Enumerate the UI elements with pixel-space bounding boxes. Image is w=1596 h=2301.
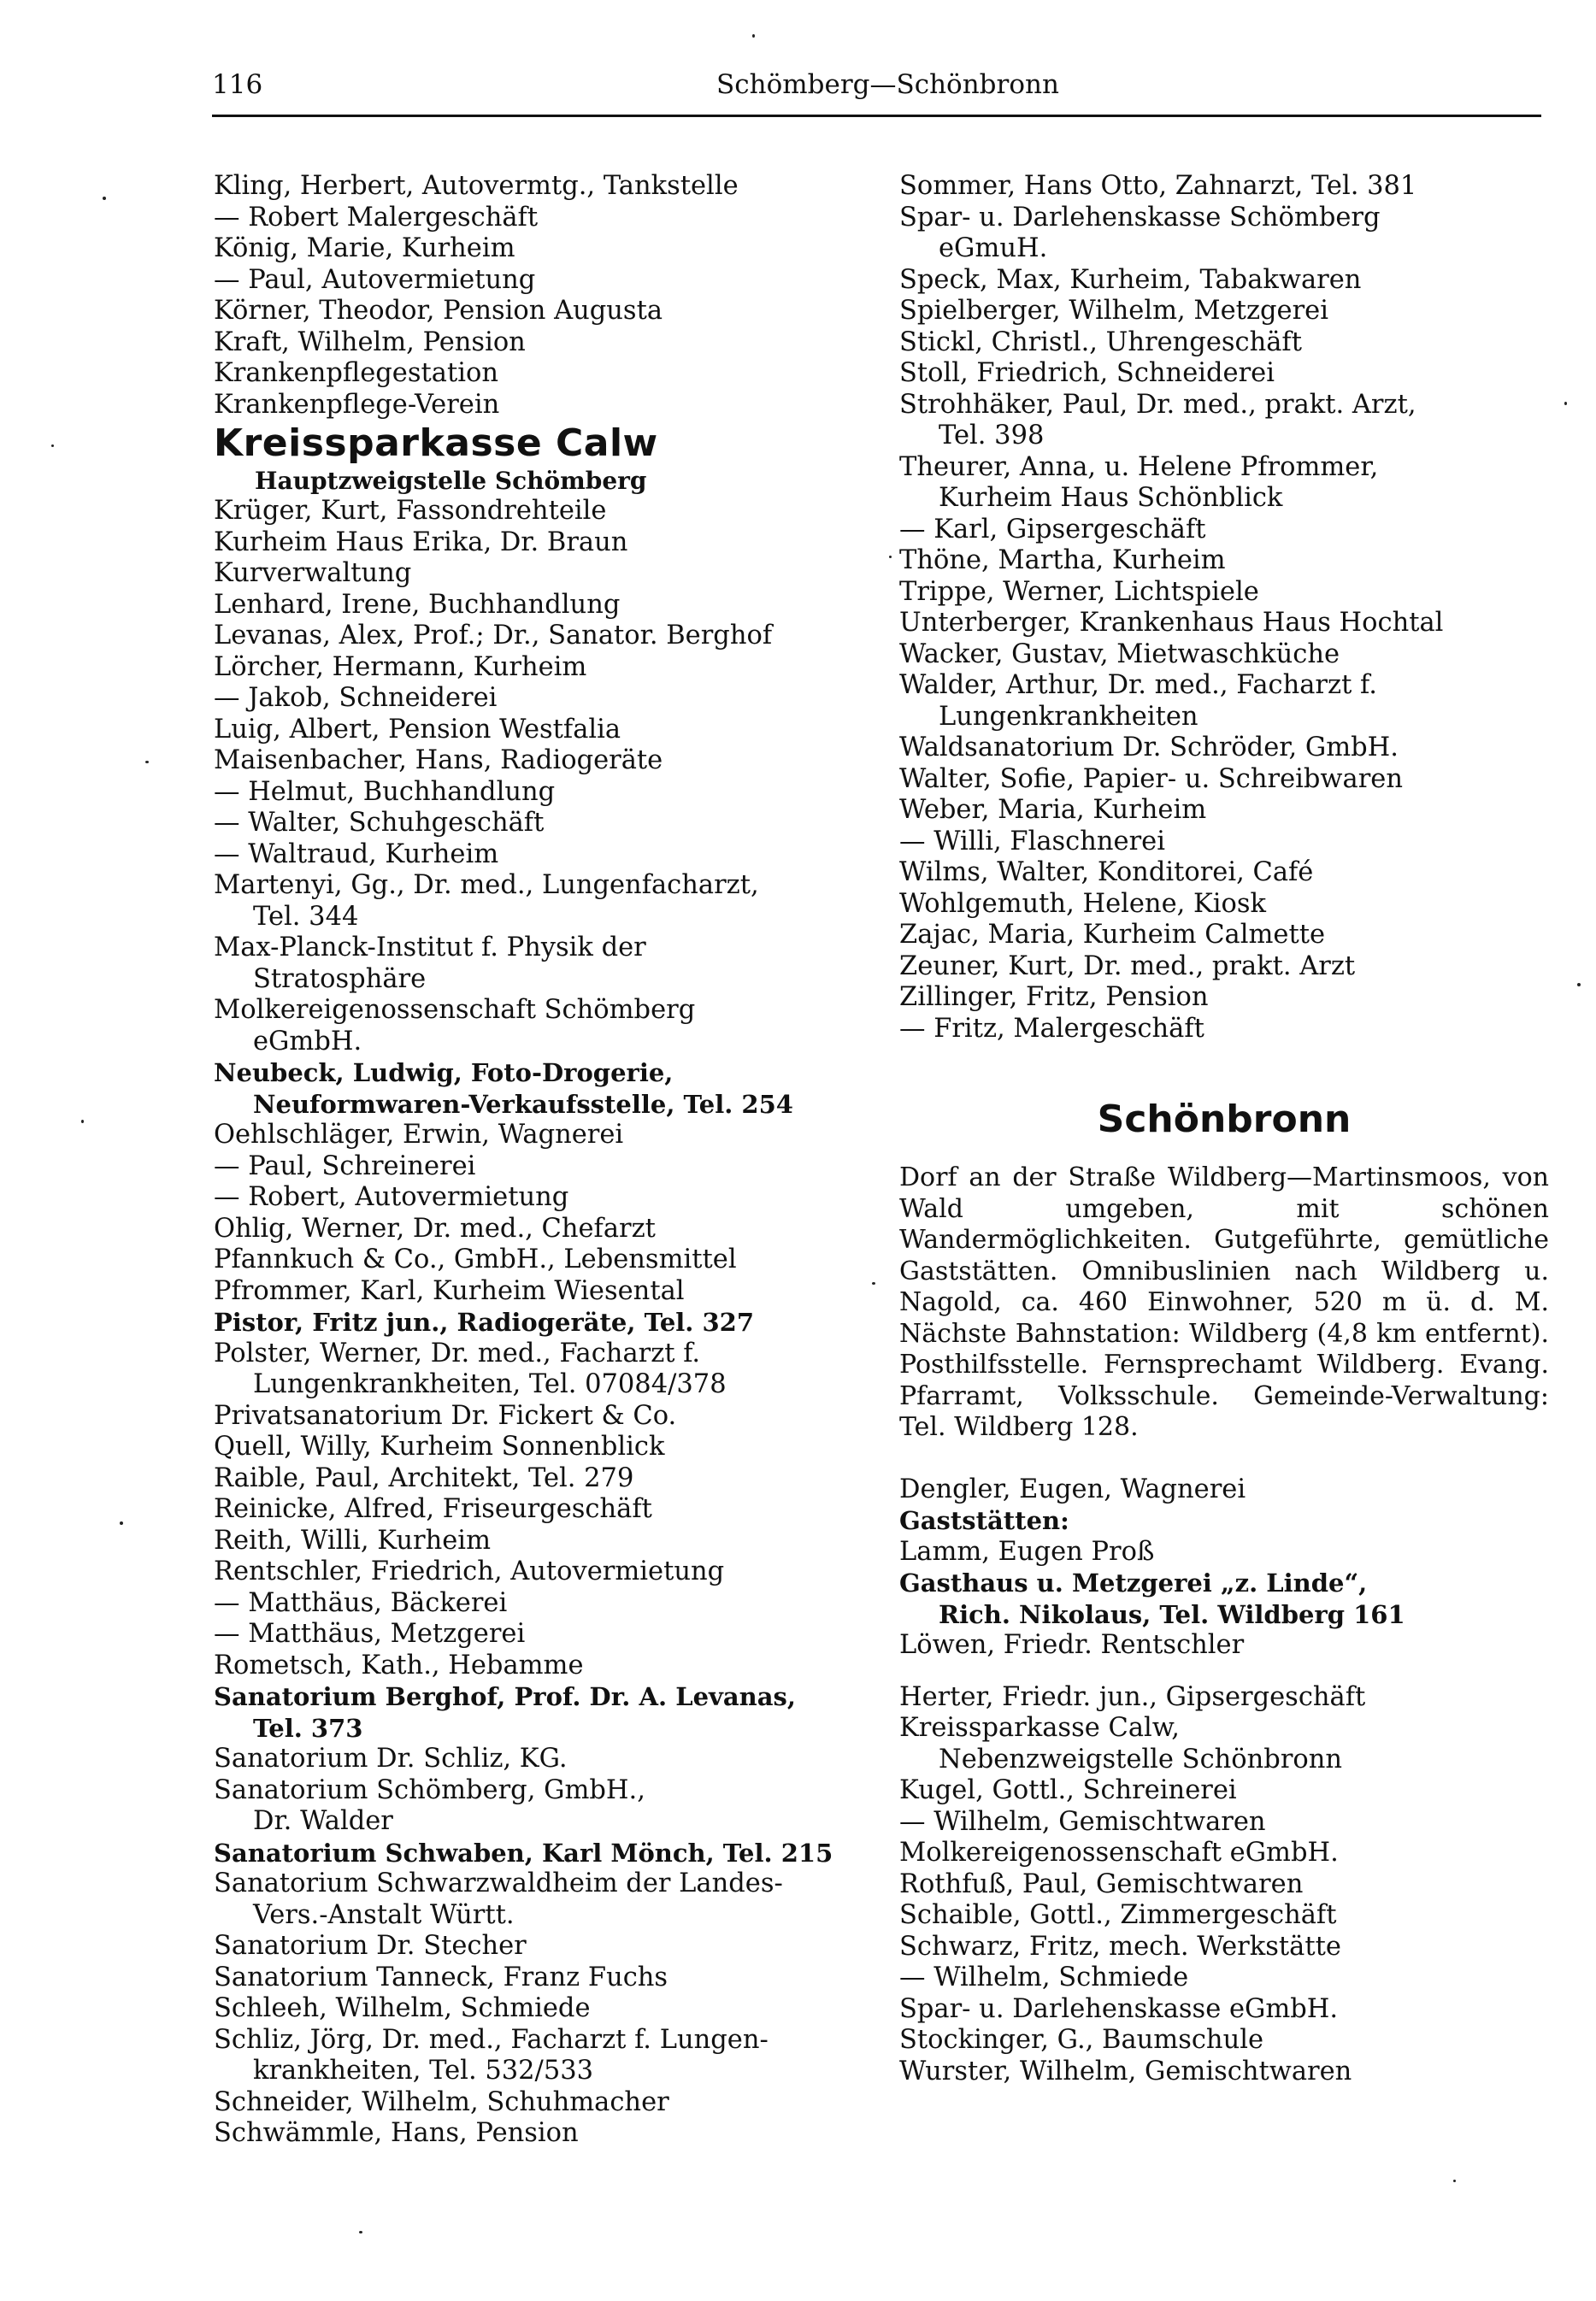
entry-continuation: Lungenkrankheiten — [939, 701, 1198, 732]
list-item: Spar- u. Darlehenskasse eGmbH. — [899, 1993, 1339, 2024]
spacer — [899, 1444, 1549, 1474]
list-item: Trippe, Werner, Lichtspiele — [899, 576, 1259, 607]
list-item: Maisenbacher, Hans, Radiogeräte — [214, 745, 663, 775]
list-item: Wohlgemuth, Helene, Kiosk — [899, 888, 1267, 919]
list-item: Stoll, Friedrich, Schneiderei — [899, 358, 1275, 388]
list-item: — Paul, Autovermietung — [214, 264, 536, 295]
list-item: Walter, Sofie, Papier- u. Schreibwaren — [899, 763, 1403, 794]
list-item: Kling, Herbert, Autovermtg., Tankstelle — [214, 171, 739, 201]
entry-line: Polster, Werner, Dr. med., Facharzt f. — [214, 1338, 701, 1368]
list-item: Rometsch, Kath., Hebamme — [214, 1650, 584, 1680]
list-item: Luig, Albert, Pension Westfalia — [214, 714, 621, 744]
list-item: Pfrommer, Karl, Kurheim Wiesental — [214, 1275, 685, 1306]
list-item: Kraft, Wilhelm, Pension — [214, 327, 526, 357]
scan-speck — [1577, 983, 1581, 986]
list-item: Pfannkuch & Co., GmbH., Lebensmittel — [214, 1245, 737, 1274]
entry-continuation: Lungenkrankheiten, Tel. 07084/378 — [253, 1369, 727, 1399]
list-item: — Helmut, Buchhandlung — [214, 776, 556, 807]
list-item: — Matthäus, Bäckerei — [214, 1587, 508, 1618]
list-item: Stickl, Christl., Uhrengeschäft — [899, 327, 1302, 357]
list-item: Krankenpflegestation — [214, 358, 498, 388]
entry-continuation: Tel. 373 — [253, 1713, 363, 1743]
scan-speck — [872, 1282, 875, 1285]
list-item: Sanatorium Tanneck, Franz Fuchs — [214, 1962, 668, 1992]
scan-speck — [51, 444, 54, 447]
section-heading: Kreissparkasse Calw — [214, 421, 658, 465]
list-item: Schwämmle, Hans, Pension — [214, 2118, 579, 2148]
list-item: Reinicke, Alfred, Friseurgeschäft — [214, 1494, 652, 1524]
entry-list — [214, 171, 889, 421]
list-item: Zajac, Maria, Kurheim Calmette — [899, 920, 1326, 950]
entry-line: Neubeck, Ludwig, Foto-Drogerie, — [214, 1058, 674, 1087]
entry-continuation: Neuformwaren-Verkaufsstelle, Tel. 254 — [253, 1089, 793, 1119]
entry-line: Spar- u. Darlehenskasse Schömberg — [899, 202, 1381, 232]
list-item: Schaible, Gottl., Zimmergeschäft — [899, 1900, 1337, 1930]
list-item: Pistor, Fritz jun., Radiogeräte, Tel. 327 — [214, 1308, 755, 1337]
list-item: Sanatorium Schwaben, Karl Mönch, Tel. 215 — [214, 1838, 833, 1868]
list-item: Schwarz, Fritz, mech. Werkstätte — [899, 1931, 1341, 1962]
scan-speck — [103, 197, 106, 200]
list-item: — Waltraud, Kurheim — [214, 839, 499, 869]
header-rule — [212, 115, 1541, 117]
list-item: Löwen, Friedr. Rentschler — [899, 1630, 1245, 1660]
list-item — [214, 995, 889, 1057]
entry-continuation: eGmuH. — [939, 233, 1048, 263]
entry-line: Strohhäker, Paul, Dr. med., prakt. Arzt, — [899, 389, 1416, 420]
list-item — [899, 1713, 1549, 1775]
entry-line: Sanatorium Berghof, Prof. Dr. A. Levanas, — [214, 1682, 796, 1711]
list-item: Schleeh, Wilhelm, Schmiede — [214, 1993, 591, 2023]
entry-continuation: eGmbH. — [253, 1026, 362, 1056]
list-item — [214, 1057, 889, 1120]
list-item: Quell, Willy, Kurheim Sonnenblick — [214, 1432, 665, 1462]
list-item — [899, 203, 1549, 265]
list-item — [899, 1568, 1549, 1630]
list-item: Lamm, Eugen Proß — [899, 1536, 1155, 1567]
list-item: Weber, Maria, Kurheim — [899, 795, 1207, 825]
entry-line: Martenyi, Gg., Dr. med., Lungenfacharzt, — [214, 870, 759, 900]
place-heading: Schönbronn — [1097, 1098, 1352, 1141]
list-item — [214, 1339, 889, 1401]
entry-continuation: Kurheim Haus Schönblick — [939, 483, 1283, 513]
list-item: Krankenpflege-Verein — [214, 389, 500, 420]
scan-speck — [1453, 2180, 1456, 2182]
list-item: — Robert Malergeschäft — [214, 202, 539, 232]
list-item: Unterberger, Krankenhaus Haus Hochtal — [899, 608, 1444, 638]
list-item: Kugel, Gottl., Schreinerei — [899, 1775, 1237, 1805]
page-header — [212, 67, 1541, 109]
entry-line: Sanatorium Schwarzwaldheim der Landes- — [214, 1868, 783, 1898]
scan-speck — [145, 761, 149, 763]
spacer — [899, 1662, 1549, 1682]
list-item: Levanas, Alex, Prof.; Dr., Sanator. Berghof — [214, 621, 773, 650]
running-head: Schömberg—Schönbronn — [716, 69, 1059, 100]
list-item: Herter, Friedr. jun., Gipsergeschäft — [899, 1681, 1366, 1712]
list-item — [899, 670, 1549, 733]
list-item: Zeuner, Kurt, Dr. med., prakt. Arzt — [899, 950, 1356, 981]
entry-continuation: krankheiten, Tel. 532/533 — [253, 2056, 594, 2086]
list-item: — Matthäus, Metzgerei — [214, 1619, 526, 1649]
list-item: Spielberger, Wilhelm, Metzgerei — [899, 296, 1328, 326]
list-item — [214, 1775, 889, 1838]
scan-speck — [889, 556, 892, 558]
entry-list — [899, 1474, 1549, 2088]
list-item — [214, 1868, 889, 1931]
category-label: Gaststätten: — [899, 1506, 1069, 1535]
list-item: Sommer, Hans Otto, Zahnarzt, Tel. 381 — [899, 171, 1417, 201]
list-item: Rentschler, Friedrich, Autovermietung — [214, 1557, 725, 1586]
list-item — [899, 390, 1549, 452]
entry-continuation: Tel. 398 — [939, 421, 1045, 450]
list-item: Körner, Theodor, Pension Augusta — [214, 296, 663, 326]
list-item — [214, 870, 889, 933]
scan-speck — [1564, 402, 1567, 405]
list-item: Privatsanatorium Dr. Fickert & Co. — [214, 1400, 677, 1431]
right-column — [899, 171, 1549, 2087]
scan-speck — [752, 34, 755, 38]
list-item — [899, 452, 1549, 515]
list-item: Sanatorium Dr. Schliz, KG. — [214, 1744, 568, 1774]
list-item: — Paul, Schreinerei — [214, 1150, 476, 1181]
entry-list — [899, 171, 1549, 1045]
list-item: Kurverwaltung — [214, 558, 412, 588]
list-item: Schneider, Wilhelm, Schuhmacher — [214, 2086, 669, 2117]
list-item: — Robert, Autovermietung — [214, 1182, 569, 1212]
list-item: Lenhard, Irene, Buchhandlung — [214, 589, 621, 620]
list-item: — Walter, Schuhgeschäft — [214, 808, 545, 838]
list-item: Krüger, Kurt, Fassondrehteile — [214, 496, 607, 526]
list-item: — Willi, Flaschnerei — [899, 826, 1165, 856]
entry-line: Schliz, Jörg, Dr. med., Facharzt f. Lungen- — [214, 2024, 769, 2055]
list-item: Ohlig, Werner, Dr. med., Chefarzt — [214, 1213, 656, 1244]
entry-line: Max-Planck-Institut f. Physik der — [214, 933, 646, 962]
list-item: Rothfuß, Paul, Gemischtwaren — [899, 1868, 1304, 1899]
list-item: Waldsanatorium Dr. Schröder, GmbH. — [899, 733, 1399, 762]
list-item: Wacker, Gustav, Mietwaschküche — [899, 639, 1340, 669]
entry-line: Theurer, Anna, u. Helene Pfrommer, — [899, 451, 1379, 482]
list-item: Raible, Paul, Architekt, Tel. 279 — [214, 1462, 634, 1493]
list-item: — Jakob, Schneiderei — [214, 683, 498, 713]
entry-line: Molkereigenossenschaft Schömberg — [214, 995, 696, 1025]
entry-list — [214, 496, 889, 2150]
list-item: König, Marie, Kurheim — [214, 233, 515, 263]
list-item: — Fritz, Malergeschäft — [899, 1013, 1204, 1044]
place-description: Dorf an der Straße Wildberg—Martinsmoos, von Wald umgeben, mit schönen Wandermöglichkeiten. Gutgeführte, gemütliche Gaststätten. Omnibuslinien nach Wildberg u. Nagold, ca. 460 Einwohner, 520 m ü. d. M. Nächste Bahnstation: Wildberg (4,8 km entfernt). Posthilfsstelle. Fernsprechamt Wildberg. Evang. Pfarramt, Volksschule. Gemeinde-Verwaltung: Tel. Wildberg 128. — [899, 1162, 1549, 1442]
list-item: Wilms, Walter, Konditorei, Café — [899, 857, 1314, 887]
list-item: — Karl, Gipsergeschäft — [899, 514, 1206, 544]
list-item: — Wilhelm, Gemischtwaren — [899, 1806, 1266, 1837]
list-item: Thöne, Martha, Kurheim — [899, 545, 1226, 575]
list-item: Sanatorium Dr. Stecher — [214, 1931, 527, 1961]
list-item — [214, 933, 889, 995]
scan-speck — [359, 2231, 362, 2233]
entry-continuation: Vers.-Anstalt Württ. — [253, 1899, 515, 1930]
scan-speck — [81, 1120, 84, 1123]
list-item: Lörcher, Hermann, Kurheim — [214, 651, 587, 682]
list-item: — Wilhelm, Schmiede — [899, 1963, 1189, 1992]
list-item: Wurster, Wilhelm, Gemischtwaren — [899, 2056, 1352, 2086]
list-item: Oehlschläger, Erwin, Wagnerei — [214, 1120, 624, 1150]
entry-line: Walder, Arthur, Dr. med., Facharzt f. — [899, 670, 1377, 700]
page-number: 116 — [212, 69, 263, 100]
entry-continuation: Rich. Nikolaus, Tel. Wildberg 161 — [939, 1599, 1405, 1629]
list-item: Reith, Willi, Kurheim — [214, 1525, 491, 1556]
entry-continuation: Nebenzweigstelle Schönbronn — [939, 1744, 1343, 1774]
section-subheading: Hauptzweigstelle Schömberg — [255, 467, 647, 495]
list-item: Dengler, Eugen, Wagnerei — [899, 1474, 1246, 1504]
entry-line: Gasthaus u. Metzgerei „z. Linde“, — [899, 1568, 1368, 1598]
list-item — [214, 1681, 889, 1744]
list-item: Zillinger, Fritz, Pension — [899, 982, 1209, 1012]
entry-continuation: Dr. Walder — [253, 1806, 393, 1836]
list-item: Speck, Max, Kurheim, Tabakwaren — [899, 264, 1362, 295]
list-item: Molkereigenossenschaft eGmbH. — [899, 1838, 1339, 1868]
list-item: Stockinger, G., Baumschule — [899, 2025, 1264, 2055]
entry-line: Sanatorium Schömberg, GmbH., — [214, 1774, 645, 1805]
entry-continuation: Stratosphäre — [253, 963, 427, 994]
entry-line: Kreissparkasse Calw, — [899, 1713, 1180, 1743]
list-item: Kurheim Haus Erika, Dr. Braun — [214, 527, 628, 557]
left-column — [214, 171, 889, 2150]
entry-continuation: Tel. 344 — [253, 901, 359, 932]
scan-speck — [120, 1521, 123, 1525]
list-item — [214, 2025, 889, 2087]
